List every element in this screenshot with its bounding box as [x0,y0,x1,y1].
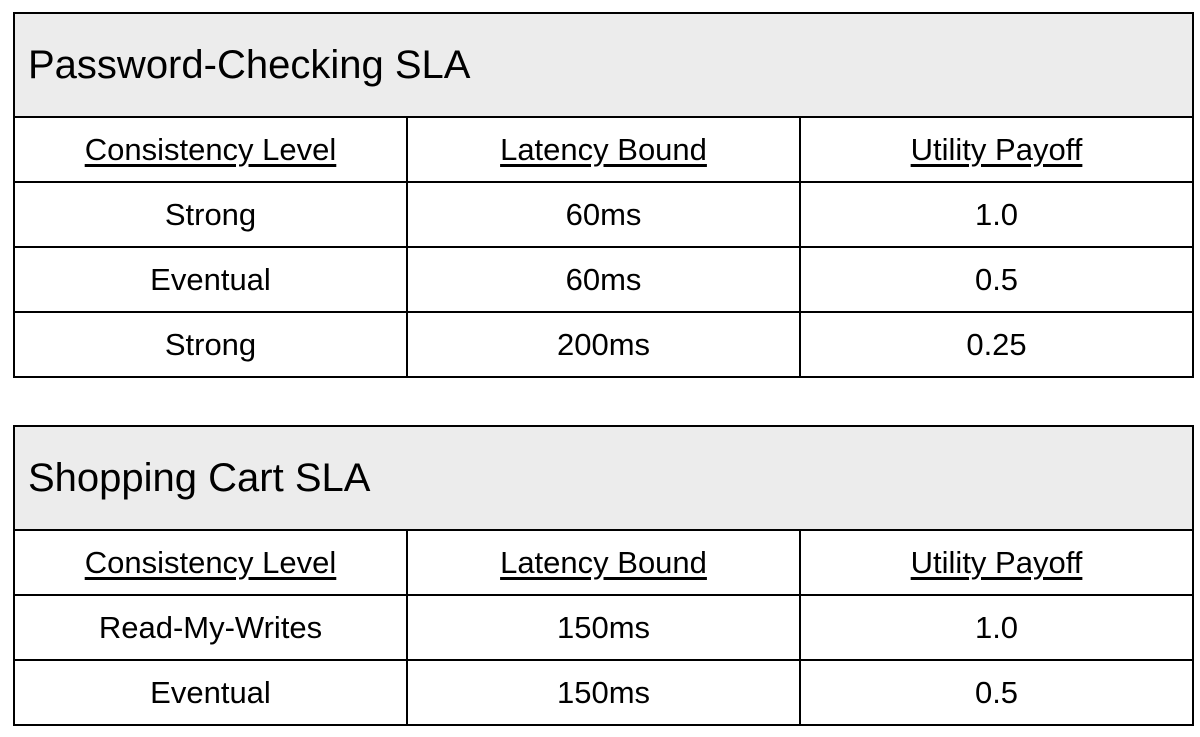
column-header-utility-payoff: Utility Payoff [800,530,1193,595]
table-title-row [14,13,1193,117]
table-title-row [14,426,1193,530]
table-title: Password-Checking SLA [14,13,1193,117]
column-header-latency-bound: Latency Bound [407,117,800,182]
utility-payoff-cell: 0.25 [800,312,1193,377]
table-header-row [14,530,1193,595]
latency-bound-cell: 60ms [407,182,800,247]
latency-bound-cell: 150ms [407,595,800,660]
consistency-level-cell: Read-My-Writes [14,595,407,660]
utility-payoff-cell: 0.5 [800,247,1193,312]
password-checking-sla-table [13,12,1194,378]
utility-payoff-cell: 1.0 [800,182,1193,247]
latency-bound-cell: 150ms [407,660,800,725]
table-row [14,247,1193,312]
table-row [14,595,1193,660]
table-row [14,660,1193,725]
column-header-consistency-level: Consistency Level [14,530,407,595]
consistency-level-cell: Strong [14,312,407,377]
consistency-level-cell: Eventual [14,247,407,312]
table-title: Shopping Cart SLA [14,426,1193,530]
consistency-level-cell: Strong [14,182,407,247]
latency-bound-cell: 60ms [407,247,800,312]
consistency-level-cell: Eventual [14,660,407,725]
utility-payoff-cell: 1.0 [800,595,1193,660]
table-header-row [14,117,1193,182]
latency-bound-cell: 200ms [407,312,800,377]
utility-payoff-cell: 0.5 [800,660,1193,725]
column-header-latency-bound: Latency Bound [407,530,800,595]
shopping-cart-sla-table [13,425,1194,726]
table-row [14,182,1193,247]
column-header-consistency-level: Consistency Level [14,117,407,182]
table-row [14,312,1193,377]
column-header-utility-payoff: Utility Payoff [800,117,1193,182]
